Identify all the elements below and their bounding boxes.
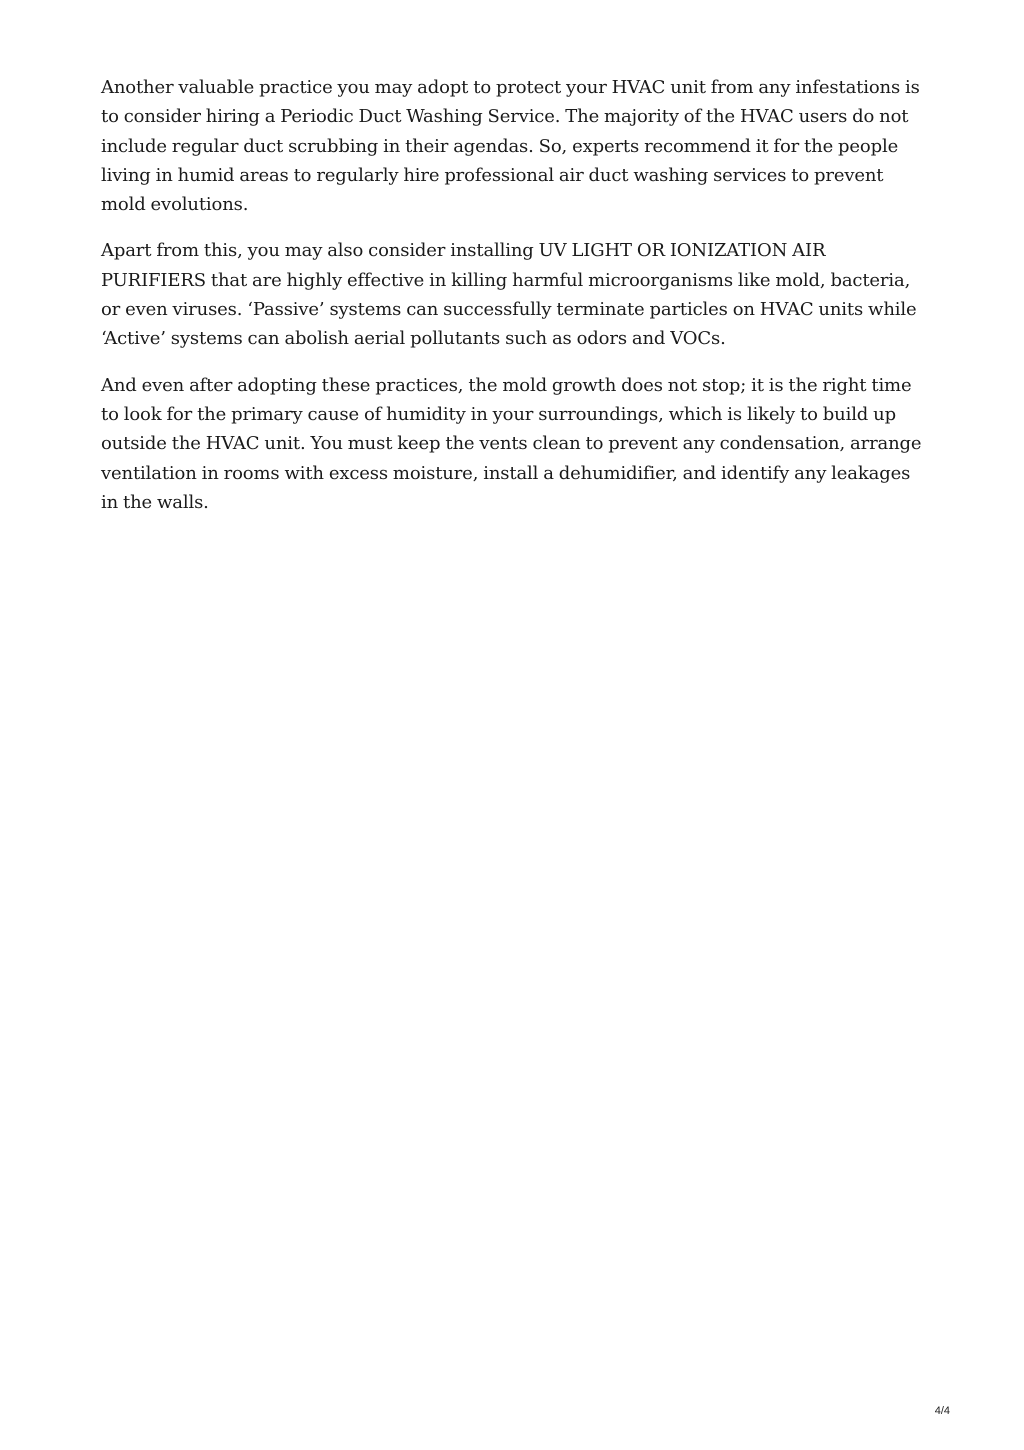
page-number: 4/4 <box>934 1405 950 1417</box>
paragraph-air-purifiers: Apart from this, you may also consider installing UV LIGHT OR IONIZATION AIR PURIFIERS that are highly effective in killing harmful microorganisms like mold, bacteria, or even viruses. ‘Passive’ systems can successfully terminate particles on HVAC units while ‘Active’ systems can abolish aerial pollutants such as odors and VOCs. <box>101 240 917 350</box>
paragraph-humidity-cause: And even after adopting these practices, the mold growth does not stop; it is the right time to look for the primary cause of humidity in your surroundings, which is likely to build up outside the HVAC unit. You must keep the vents clean to prevent any condensation, arrange ventilation in rooms with excess moisture, install a dehumidifier, and identify any leakages in the walls. <box>101 374 922 513</box>
paragraph-duct-washing: Another valuable practice you may adopt to protect your HVAC unit from any infestations is to consider hiring a Periodic Duct Washing Service. The majority of the HVAC users do not include regular duct scrubbing in their agendas. So, experts recommend it for the people living in humid areas to regularly hire professional air duct washing services to prevent mold evolutions. <box>101 77 920 216</box>
document-body <box>101 73 931 534</box>
